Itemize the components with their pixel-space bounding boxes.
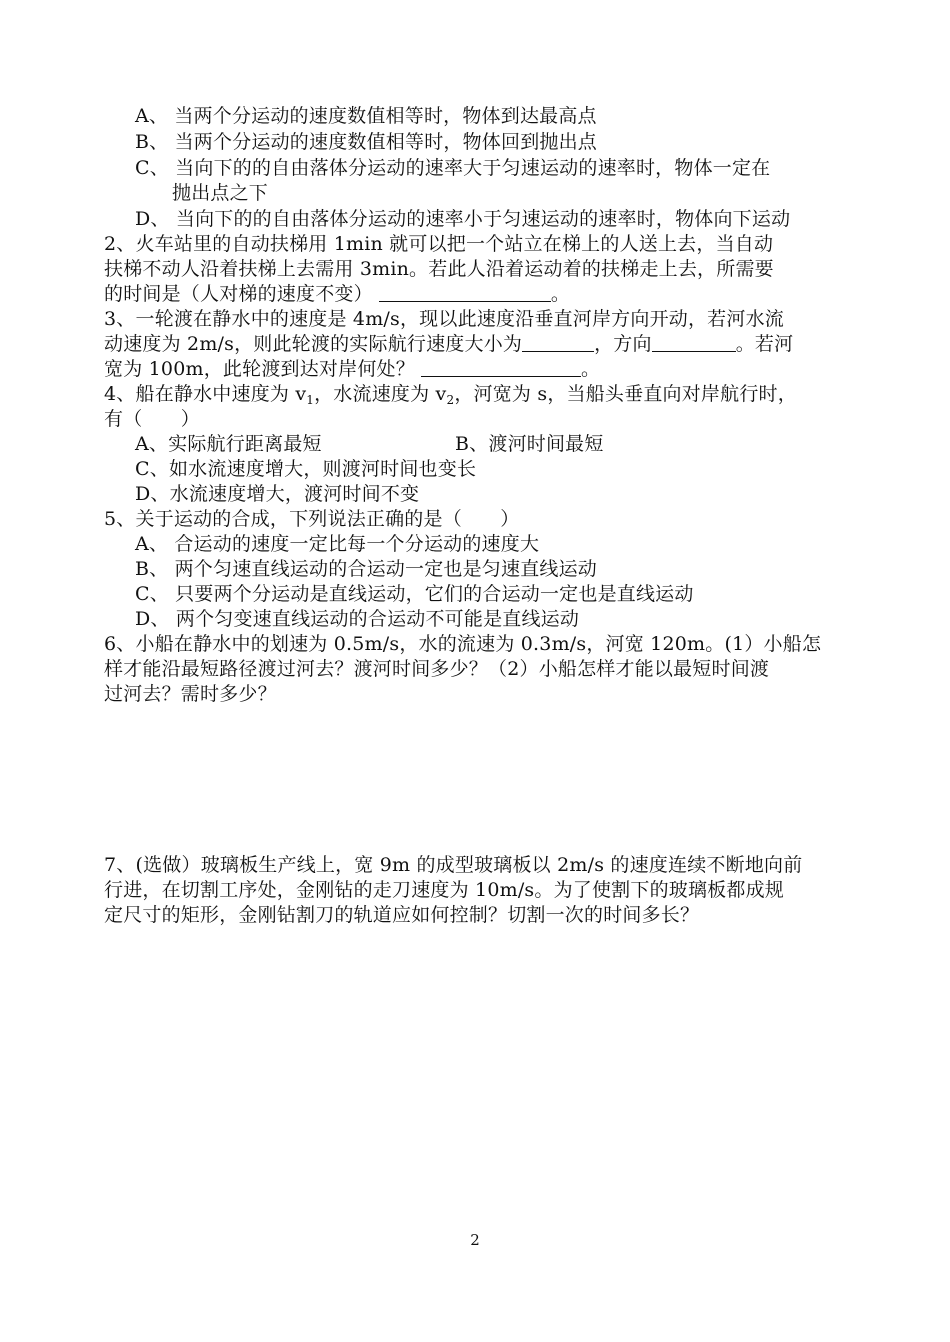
q7-line-3: 定尺寸的矩形，金刚钻割刀的轨道应如何控制？切割一次的时间多长？ [104, 904, 700, 926]
q4-text-a: 4、船在静水中速度为 v [104, 383, 307, 405]
q4-text-c: ，河宽为 s，当船头垂直向对岸航行时， [454, 383, 797, 405]
q6-line-3: 过河去？需时多少？ [104, 683, 277, 705]
q1-option-c-continued: 抛出点之下 [172, 182, 269, 204]
q3-location-blank [421, 358, 581, 377]
q1-option-c: C、 当向下的的自由落体分运动的速率大于匀速运动的速率时，物体一定在 [135, 157, 771, 179]
q4-option-a: A、实际航行距离最短 [135, 433, 322, 455]
q2-line-3-end: 。 [550, 283, 571, 305]
q5-option-d: D、 两个匀变速直线运动的合运动不可能是直线运动 [135, 608, 580, 630]
q1-option-d: D、 当向下的的自由落体分运动的速率小于匀速运动的速率时，物体向下运动 [135, 208, 791, 230]
q4-option-b: B、渡河时间最短 [455, 433, 604, 455]
q3-line-2-end: 。若河 [735, 333, 794, 355]
q2-line-3-text: 的时间是（人对梯的速度不变） [104, 283, 373, 305]
q3-line-1: 3、一轮渡在静水中的速度是 4m/s，现以此速度沿垂直河岸方向开动，若河水流 [104, 308, 784, 330]
q7-line-1: 7、(选做）玻璃板生产线上，宽 9m 的成型玻璃板以 2m/s 的速度连续不断地向前 [104, 854, 803, 876]
q1-option-b: B、 当两个分运动的速度数值相等时，物体回到抛出点 [135, 131, 598, 153]
q2-line-1: 2、火车站里的自动扶梯用 1min 就可以把一个站立在梯上的人送上去，当自动 [104, 233, 774, 255]
q4-subscript-1: 1 [306, 393, 315, 407]
q3-direction-blank [652, 333, 736, 352]
q4-option-d: D、水流速度增大，渡河时间不变 [135, 483, 420, 505]
q5-option-b: B、 两个匀速直线运动的合运动一定也是匀速直线运动 [135, 558, 598, 580]
q3-line-3 [104, 357, 600, 381]
q5-option-a: A、 合运动的速度一定比每一个分运动的速度大 [135, 533, 540, 555]
q2-line-3 [104, 282, 570, 306]
page-number: 2 [470, 1231, 480, 1249]
q1-option-a: A、 当两个分运动的速度数值相等时，物体到达最高点 [135, 105, 597, 127]
q2-answer-blank [379, 283, 551, 302]
q5-stem: 5、关于运动的合成，下列说法正确的是（ ） [104, 508, 520, 530]
q4-line-2: 有（ ） [104, 408, 201, 430]
q5-option-c: C、 只要两个分运动是直线运动，它们的合运动一定也是直线运动 [135, 583, 694, 605]
q2-line-2: 扶梯不动人沿着扶梯上去需用 3min。若此人沿着运动着的扶梯走上去，所需要 [104, 258, 774, 280]
q3-speed-blank [522, 333, 594, 352]
q7-line-2: 行进，在切割工序处，金刚钻的走刀速度为 10m/s。为了使割下的玻璃板都成规 [104, 879, 784, 901]
q6-line-2: 样才能沿最短路径渡过河去？渡河时间多少？（2）小船怎样才能以最短时间渡 [104, 658, 770, 680]
q3-line-2-text: 动速度为 2m/s，则此轮渡的实际航行速度大小为 [104, 333, 523, 355]
q3-line-3-text: 宽为 100m，此轮渡到达对岸何处？ [104, 358, 415, 380]
q6-line-1: 6、小船在静水中的划速为 0.5m/s，水的流速为 0.3m/s，河宽 120m。(1）小船怎 [104, 633, 822, 655]
q4-line-1 [104, 382, 797, 412]
q4-text-b: ，水流速度为 v [314, 383, 447, 405]
q4-subscript-2: 2 [446, 393, 455, 407]
q3-line-3-end: 。 [580, 358, 601, 380]
q3-line-2 [104, 332, 793, 356]
q3-line-2-direction: ，方向 [594, 333, 652, 355]
q4-option-c: C、如水流速度增大，则渡河时间也变长 [135, 458, 477, 480]
